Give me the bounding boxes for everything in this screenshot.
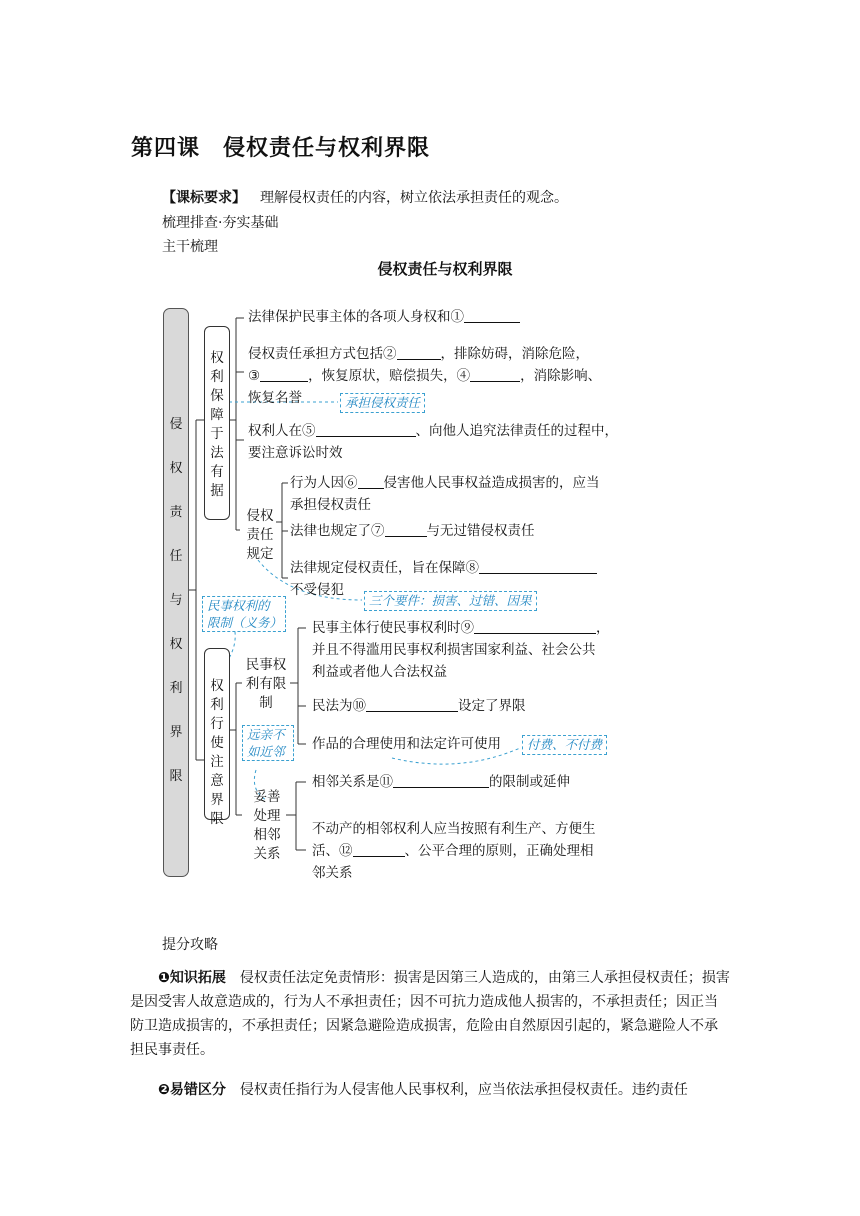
sub-rights-restricted-label: 民事权利有限制 — [245, 657, 287, 711]
requirement-text: 理解侵权责任的内容，树立依法承担责任的观念。 — [260, 190, 568, 206]
tips-text-1: 侵权责任法定免责情形：损害是因第三人造成的，由第三人承担侵权责任；损害是因受害人故意造成的，行为人不承担责任；因不可抗力造成他人损害的，不承担责任；因正当防卫造成损害的，不承担责任；因紧急避险造成损害，危险由自然原因引起的，紧急避险人不承担民事责任。 — [130, 970, 730, 1058]
sub-tort-rules-label: 侵权责任规定 — [246, 508, 274, 562]
item-12: 不动产的相邻权利人应当按照有利生产、方便生 活、⑫ 、公平合理的原则，正确处理相 邻关系 — [312, 821, 596, 881]
item-10: 民法为⑩ 设定了界限 — [312, 698, 526, 714]
sub-neighbor-relations-label: 妥善处理相邻关系 — [253, 789, 281, 862]
blank-5 — [316, 422, 416, 437]
blank-11 — [393, 773, 489, 788]
item-1: 法律保护民事主体的各项人身权和① — [248, 306, 520, 328]
note-three-elements: 三个要件：损害、过错、因果 — [364, 591, 537, 611]
branch-rights-limits — [204, 648, 230, 827]
blank-7 — [385, 522, 427, 537]
tips-paragraph-1 — [130, 966, 730, 1062]
page-title: 第四课 侵权责任与权利界限 — [131, 136, 431, 161]
note-paid: 付费、不付费 — [522, 735, 607, 755]
requirement-label: 【课标要求】 — [162, 190, 246, 206]
mindmap-root: 侵 权 责 任 与 权 利 界 限 — [163, 308, 189, 877]
note-neighbors: 远亲不如近邻 — [242, 725, 294, 761]
item-11: 相邻关系是⑪ 的限制或延伸 — [312, 774, 570, 790]
diagram-title: 侵权责任与权利界限 — [377, 260, 513, 278]
blank-6 — [358, 474, 384, 489]
tips-heading: 提分攻略 — [162, 937, 218, 953]
blank-2 — [397, 345, 441, 360]
item-fair-use: 作品的合理使用和法定许可使用 — [312, 736, 501, 752]
tips-label-2: ❷易错区分 — [158, 1082, 226, 1098]
blank-10 — [366, 697, 458, 712]
item-9: 民事主体行使民事权利时⑨ ， 并且不得滥用民事权利损害国家利益、社会公共 利益或者他人合法权益 — [312, 620, 610, 680]
item-8: 法律规定侵权责任，旨在保障⑧ 不受侵犯 — [290, 557, 620, 601]
section-heading: 梳理排查·夯实基础 — [162, 215, 279, 231]
blank-12 — [353, 842, 405, 857]
item-3: 权利人在⑤ 、向他人追究法律责任的过程中， 要注意诉讼时效 — [248, 423, 618, 461]
branch-rights-protection-label: 权利保障于法有据 — [210, 350, 224, 499]
blank-8 — [479, 559, 597, 574]
tips-label-1: ❶知识拓展 — [158, 970, 226, 986]
branch-rights-limits-label: 权利行使注意界限 — [210, 678, 224, 827]
blank-9 — [474, 619, 596, 634]
note-restriction: 民事权利的限制（义务） — [202, 596, 286, 632]
item-2: 侵权责任承担方式包括② ，排除妨碍，消除危险， ③ ，恢复原状，赔偿损失，④ ，消除影响、 恢复名誉 — [248, 346, 602, 406]
item-7: 法律也规定了⑦ 与无过错侵权责任 — [290, 523, 535, 539]
item-6: 行为人因⑥ 侵害他人民事权益造成损害的，应当 承担侵权责任 — [290, 475, 600, 513]
tips-paragraph-2 — [130, 1078, 730, 1102]
blank-3 — [260, 367, 308, 382]
subsection-heading: 主干梳理 — [162, 239, 218, 255]
blank-4 — [470, 367, 520, 382]
branch-rights-protection — [204, 326, 230, 520]
note-liability: 承担侵权责任 — [340, 393, 425, 413]
tips-text-2: 侵权责任指行为人侵害他人民事权利，应当依法承担侵权责任。违约责任 — [239, 1082, 688, 1098]
blank-1 — [464, 308, 520, 323]
